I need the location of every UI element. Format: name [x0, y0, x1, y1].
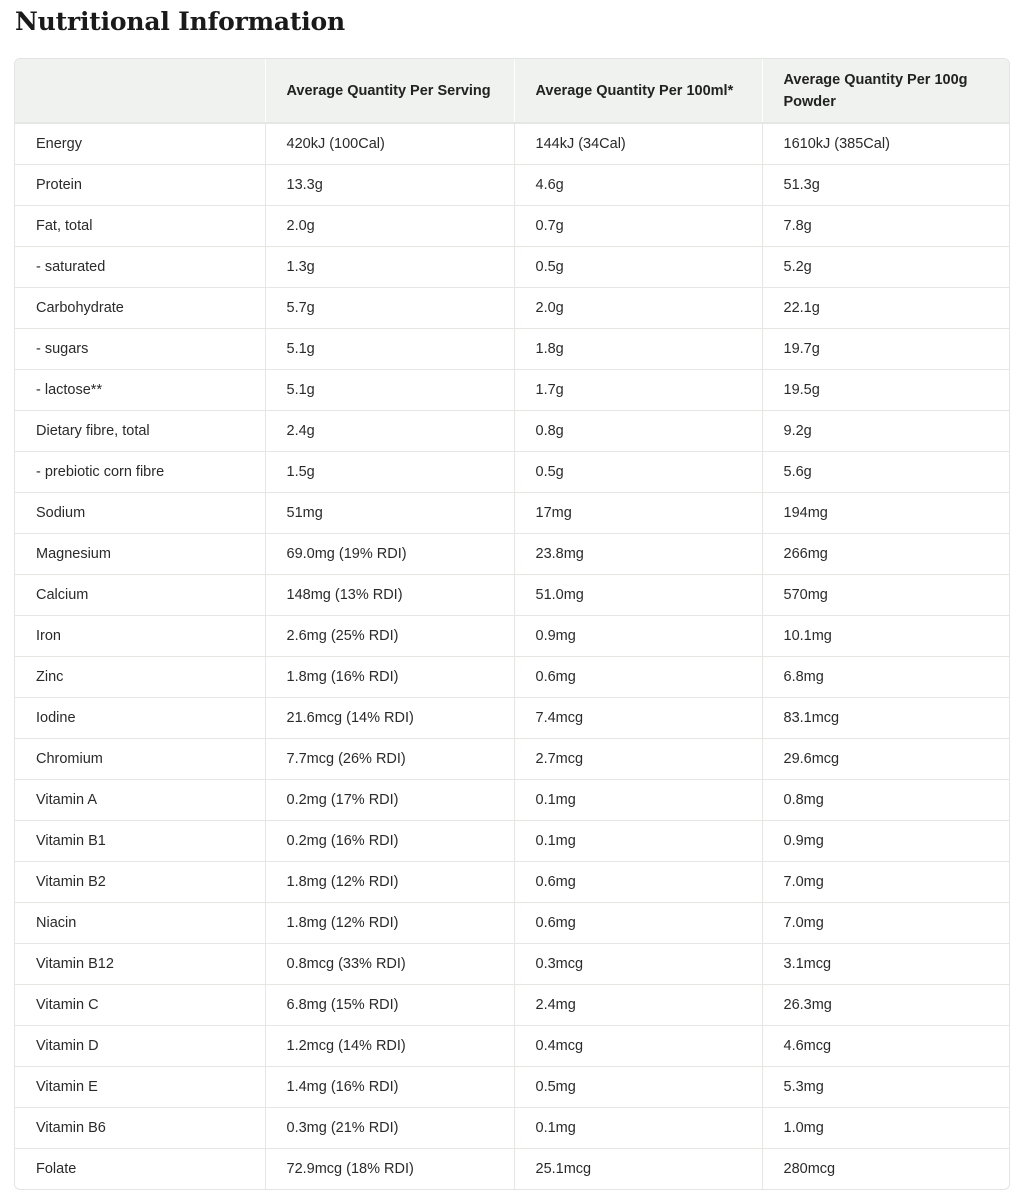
- table-row: [15, 820, 1009, 861]
- nutrient-name-cell: Vitamin B6: [15, 1107, 265, 1148]
- nutrient-name-cell: - lactose**: [15, 369, 265, 410]
- table-row: [15, 369, 1009, 410]
- per-100ml-cell: 2.7mcg: [514, 738, 762, 779]
- nutrient-name-cell: Sodium: [15, 492, 265, 533]
- table-row: [15, 451, 1009, 492]
- per-100g-powder-cell: 3.1mcg: [762, 943, 1009, 984]
- per-serving-cell: 6.8mg (15% RDI): [265, 984, 514, 1025]
- per-100g-powder-cell: 83.1mcg: [762, 697, 1009, 738]
- per-100ml-cell: 4.6g: [514, 164, 762, 205]
- nutrient-name-cell: Folate: [15, 1148, 265, 1189]
- table-row: [15, 656, 1009, 697]
- per-100ml-cell: 25.1mcg: [514, 1148, 762, 1189]
- page-title: Nutritional Information: [15, 7, 345, 36]
- per-100g-powder-cell: 9.2g: [762, 410, 1009, 451]
- table-row: [15, 533, 1009, 574]
- per-100g-powder-cell: 5.3mg: [762, 1066, 1009, 1107]
- per-100ml-cell: 144kJ (34Cal): [514, 123, 762, 164]
- per-100ml-cell: 51.0mg: [514, 574, 762, 615]
- nutrient-name-cell: Vitamin B2: [15, 861, 265, 902]
- nutrient-name-cell: Iodine: [15, 697, 265, 738]
- nutrient-name-cell: - saturated: [15, 246, 265, 287]
- per-100g-powder-cell: 19.7g: [762, 328, 1009, 369]
- per-serving-cell: 5.1g: [265, 369, 514, 410]
- table-row: [15, 738, 1009, 779]
- per-100ml-cell: 2.0g: [514, 287, 762, 328]
- per-100g-powder-cell: 5.2g: [762, 246, 1009, 287]
- per-serving-cell: 1.3g: [265, 246, 514, 287]
- table-body: [15, 123, 1009, 1189]
- per-100g-powder-cell: 26.3mg: [762, 984, 1009, 1025]
- per-100ml-cell: 0.4mcg: [514, 1025, 762, 1066]
- per-serving-cell: 21.6mcg (14% RDI): [265, 697, 514, 738]
- per-serving-cell: 13.3g: [265, 164, 514, 205]
- nutrient-name-cell: Zinc: [15, 656, 265, 697]
- per-100g-powder-cell: 280mcg: [762, 1148, 1009, 1189]
- table-row: [15, 1025, 1009, 1066]
- per-100ml-cell: 0.6mg: [514, 656, 762, 697]
- per-100g-powder-cell: 7.0mg: [762, 902, 1009, 943]
- per-serving-cell: 148mg (13% RDI): [265, 574, 514, 615]
- per-100ml-cell: 0.3mcg: [514, 943, 762, 984]
- nutrient-name-cell: - prebiotic corn fibre: [15, 451, 265, 492]
- header-cell-per-serving: Average Quantity Per Serving: [265, 59, 514, 123]
- per-100ml-cell: 7.4mcg: [514, 697, 762, 738]
- nutrient-name-cell: Vitamin E: [15, 1066, 265, 1107]
- per-serving-cell: 1.8mg (12% RDI): [265, 902, 514, 943]
- per-100ml-cell: 0.6mg: [514, 902, 762, 943]
- per-100ml-cell: 0.5mg: [514, 1066, 762, 1107]
- nutrient-name-cell: Fat, total: [15, 205, 265, 246]
- table-row: [15, 943, 1009, 984]
- per-100ml-cell: 0.8g: [514, 410, 762, 451]
- per-100g-powder-cell: 19.5g: [762, 369, 1009, 410]
- table-header: [15, 59, 1009, 123]
- nutrient-name-cell: Iron: [15, 615, 265, 656]
- per-serving-cell: 2.6mg (25% RDI): [265, 615, 514, 656]
- table-row: [15, 123, 1009, 164]
- table-row: [15, 1066, 1009, 1107]
- per-100g-powder-cell: 5.6g: [762, 451, 1009, 492]
- per-100ml-cell: 0.1mg: [514, 1107, 762, 1148]
- table-row: [15, 861, 1009, 902]
- header-cell-per-100g-powder: Average Quantity Per 100g Powder: [762, 59, 1009, 123]
- nutrient-name-cell: Vitamin B1: [15, 820, 265, 861]
- per-100g-powder-cell: 1610kJ (385Cal): [762, 123, 1009, 164]
- table-row: [15, 615, 1009, 656]
- per-100g-powder-cell: 29.6mcg: [762, 738, 1009, 779]
- per-serving-cell: 420kJ (100Cal): [265, 123, 514, 164]
- per-serving-cell: 2.4g: [265, 410, 514, 451]
- per-100ml-cell: 0.5g: [514, 246, 762, 287]
- per-serving-cell: 2.0g: [265, 205, 514, 246]
- per-100ml-cell: 0.6mg: [514, 861, 762, 902]
- per-serving-cell: 1.8mg (12% RDI): [265, 861, 514, 902]
- per-serving-cell: 72.9mcg (18% RDI): [265, 1148, 514, 1189]
- nutrient-name-cell: Vitamin C: [15, 984, 265, 1025]
- table-row: [15, 984, 1009, 1025]
- per-serving-cell: 5.7g: [265, 287, 514, 328]
- table-row: [15, 902, 1009, 943]
- per-serving-cell: 1.2mcg (14% RDI): [265, 1025, 514, 1066]
- per-100g-powder-cell: 0.9mg: [762, 820, 1009, 861]
- per-serving-cell: 1.4mg (16% RDI): [265, 1066, 514, 1107]
- per-100g-powder-cell: 6.8mg: [762, 656, 1009, 697]
- table-row: [15, 492, 1009, 533]
- nutrient-name-cell: - sugars: [15, 328, 265, 369]
- per-serving-cell: 1.8mg (16% RDI): [265, 656, 514, 697]
- per-100ml-cell: 2.4mg: [514, 984, 762, 1025]
- per-serving-cell: 7.7mcg (26% RDI): [265, 738, 514, 779]
- header-cell-per-100ml: Average Quantity Per 100ml*: [514, 59, 762, 123]
- nutrient-name-cell: Vitamin D: [15, 1025, 265, 1066]
- per-100g-powder-cell: 0.8mg: [762, 779, 1009, 820]
- per-100ml-cell: 17mg: [514, 492, 762, 533]
- table-row: [15, 164, 1009, 205]
- nutrient-name-cell: Energy: [15, 123, 265, 164]
- per-serving-cell: 0.3mg (21% RDI): [265, 1107, 514, 1148]
- per-serving-cell: 0.2mg (16% RDI): [265, 820, 514, 861]
- nutrition-table: [15, 59, 1009, 1189]
- table-row: [15, 574, 1009, 615]
- per-100ml-cell: 0.7g: [514, 205, 762, 246]
- table-row: [15, 246, 1009, 287]
- nutrient-name-cell: Magnesium: [15, 533, 265, 574]
- per-serving-cell: 0.8mcg (33% RDI): [265, 943, 514, 984]
- per-100g-powder-cell: 194mg: [762, 492, 1009, 533]
- per-serving-cell: 1.5g: [265, 451, 514, 492]
- nutrient-name-cell: Calcium: [15, 574, 265, 615]
- nutrient-name-cell: Niacin: [15, 902, 265, 943]
- per-serving-cell: 51mg: [265, 492, 514, 533]
- per-100g-powder-cell: 4.6mcg: [762, 1025, 1009, 1066]
- table-row: [15, 287, 1009, 328]
- header-cell-nutrient: [15, 59, 265, 123]
- per-100ml-cell: 0.1mg: [514, 820, 762, 861]
- per-100g-powder-cell: 1.0mg: [762, 1107, 1009, 1148]
- per-100ml-cell: 0.5g: [514, 451, 762, 492]
- nutrient-name-cell: Vitamin A: [15, 779, 265, 820]
- per-serving-cell: 0.2mg (17% RDI): [265, 779, 514, 820]
- nutrient-name-cell: Dietary fibre, total: [15, 410, 265, 451]
- nutrition-table-container: [14, 58, 1010, 1190]
- nutrient-name-cell: Protein: [15, 164, 265, 205]
- per-100ml-cell: 1.8g: [514, 328, 762, 369]
- per-100g-powder-cell: 570mg: [762, 574, 1009, 615]
- per-100ml-cell: 0.9mg: [514, 615, 762, 656]
- per-100g-powder-cell: 22.1g: [762, 287, 1009, 328]
- per-100g-powder-cell: 7.0mg: [762, 861, 1009, 902]
- table-row: [15, 1148, 1009, 1189]
- per-serving-cell: 69.0mg (19% RDI): [265, 533, 514, 574]
- per-100ml-cell: 0.1mg: [514, 779, 762, 820]
- nutrient-name-cell: Chromium: [15, 738, 265, 779]
- per-100g-powder-cell: 10.1mg: [762, 615, 1009, 656]
- table-row: [15, 410, 1009, 451]
- table-row: [15, 697, 1009, 738]
- nutrient-name-cell: Carbohydrate: [15, 287, 265, 328]
- per-100g-powder-cell: 7.8g: [762, 205, 1009, 246]
- per-100g-powder-cell: 266mg: [762, 533, 1009, 574]
- per-100ml-cell: 23.8mg: [514, 533, 762, 574]
- header-row: [15, 59, 1009, 123]
- per-100ml-cell: 1.7g: [514, 369, 762, 410]
- nutrient-name-cell: Vitamin B12: [15, 943, 265, 984]
- per-100g-powder-cell: 51.3g: [762, 164, 1009, 205]
- table-row: [15, 1107, 1009, 1148]
- per-serving-cell: 5.1g: [265, 328, 514, 369]
- table-row: [15, 779, 1009, 820]
- table-row: [15, 205, 1009, 246]
- table-row: [15, 328, 1009, 369]
